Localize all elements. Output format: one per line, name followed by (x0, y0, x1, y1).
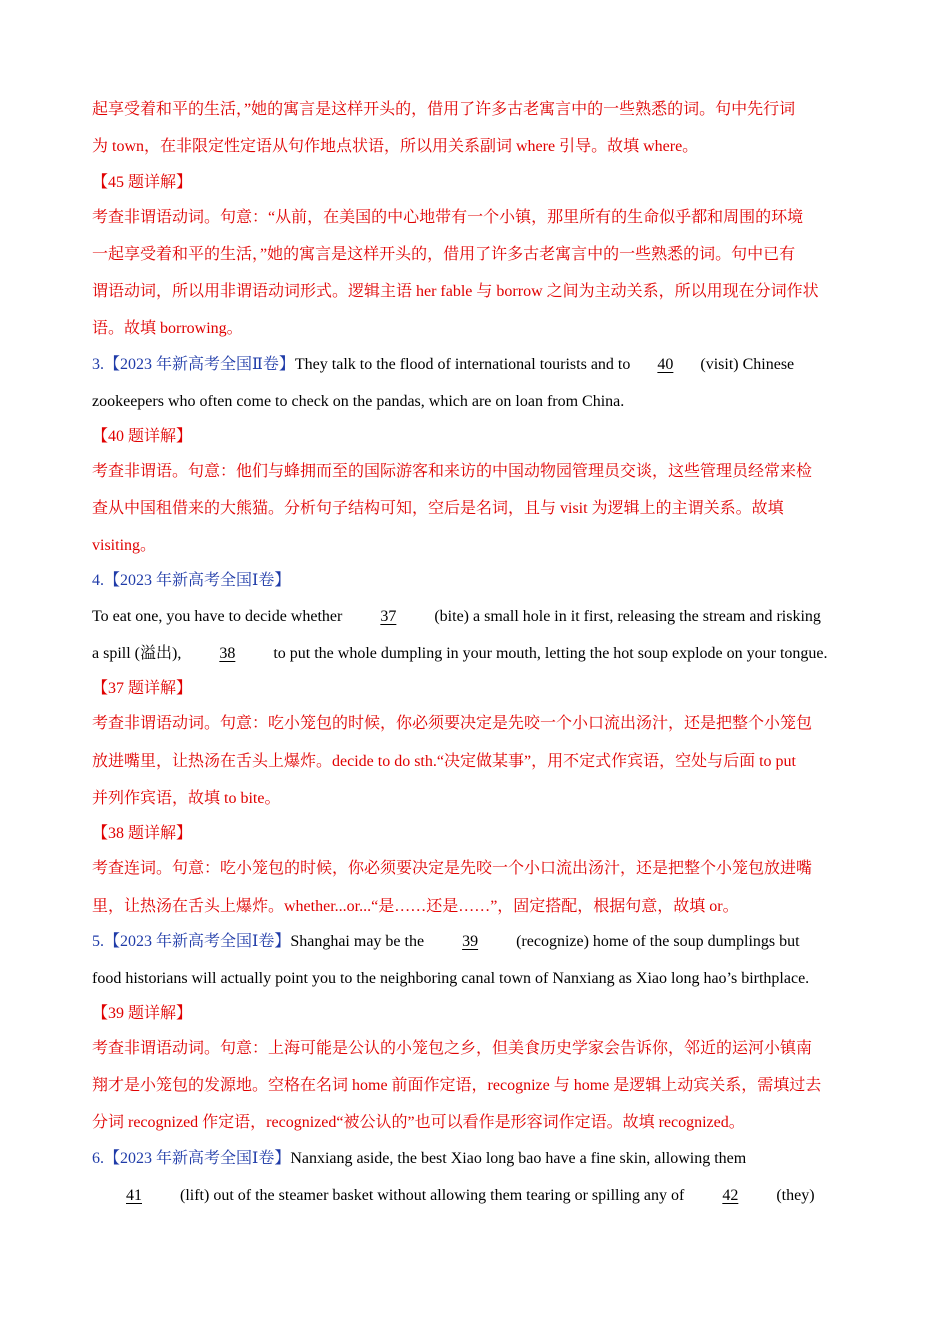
section-heading-45: 【45 题详解】 (92, 174, 193, 191)
question-6-cont (92, 1186, 815, 1206)
question-3 (92, 355, 794, 375)
question-text: a spill (溢出), (92, 645, 186, 662)
explanation-line: 考查非谓语动词。句意：上海可能是公认的小笼包之乡，但美食历史学家会告诉你，邻近的运河小镇南 (92, 1040, 813, 1057)
explanation-line: 里，让热汤在舌头上爆炸。whether...or...“是……还是……”，固定搭配，根据句意，故填 or。 (92, 898, 739, 915)
question-4-cont (92, 644, 828, 664)
answer-blank: 37 (380, 608, 397, 625)
question-text: to put the whole dumpling in your mouth, letting the hot soup explode on your tongue. (269, 645, 828, 662)
question-text: (lift) out of the steamer basket without allowing them tearing or spilling any of (176, 1187, 689, 1204)
answer-blank: 42 (722, 1187, 739, 1204)
explanation-line: 翔才是小笼包的发源地。空格在名词 home 前面作定语，recognize 与 home 是逻辑上动宾关系，需填过去 (92, 1077, 822, 1094)
explanation-line: 考查连词。句意：吃小笼包的时候，你必须要决定是先咬一个小口流出汤汁，还是把整个小笼包放进嘴 (92, 860, 813, 877)
explanation-line: 分词 recognized 作定语，recognized“被公认的”也可以看作是形容词作定语。故填 recognized。 (92, 1114, 745, 1131)
question-number: 6. (92, 1150, 104, 1167)
explanation-line: 考查非谓语。句意：他们与蜂拥而至的国际游客和来访的中国动物园管理员交谈，这些管理员经常来检 (92, 463, 813, 480)
section-heading-39: 【39 题详解】 (92, 1005, 193, 1022)
explanation-line: 放进嘴里，让热汤在舌头上爆炸。decide to do sth.“决定做某事”，用不定式作宾语，空处与后面 to put (92, 753, 796, 770)
question-text: (bite) a small hole in it first, releasing the stream and risking (430, 608, 821, 625)
explanation-line: 起享受着和平的生活，”她的寓言是这样开头的，借用了许多古老寓言中的一些熟悉的词。句中先行词 (92, 101, 796, 118)
question-text: zookeepers who often come to check on the pandas, which are on loan from China. (92, 393, 625, 410)
exam-source-tag: 【2023 年新高考全国Ⅰ卷】 (104, 572, 291, 589)
explanation-line: 查从中国租借来的大熊猫。分析句子结构可知，空后是名词，且与 visit 为逻辑上的主谓关系。故填 (92, 500, 784, 517)
question-4 (92, 607, 821, 627)
section-heading-37: 【37 题详解】 (92, 680, 193, 697)
explanation-line: visiting。 (92, 537, 157, 554)
question-text: (recognize) home of the soup dumplings but (512, 933, 800, 950)
explanation-line: 为 town，在非限定性定语从句作地点状语，所以用关系副词 where 引导。故填 where。 (92, 138, 699, 155)
section-heading-40: 【40 题详解】 (92, 428, 193, 445)
question-text: food historians will actually point you to the neighboring canal town of Nanxiang as Xiao long hao’s birthplace. (92, 970, 810, 987)
answer-blank: 39 (462, 933, 479, 950)
question-number: 5. (92, 933, 104, 950)
explanation-line: 并列作宾语，故填 to bite。 (92, 790, 281, 807)
answer-blank: 38 (219, 645, 236, 662)
explanation-line: 考查非谓语动词。句意：“从前，在美国的中心地带有一个小镇，那里所有的生命似乎都和周围的环境 (92, 209, 804, 226)
exam-source-tag: 【2023 年新高考全国Ⅰ卷】 (104, 933, 291, 950)
question-4-header (92, 571, 290, 591)
question-number: 4. (92, 572, 104, 589)
explanation-line: 语。故填 borrowing。 (92, 320, 243, 337)
answer-blank: 40 (657, 356, 674, 373)
question-text: Nanxiang aside, the best Xiao long bao have a fine skin, allowing them (290, 1150, 747, 1167)
question-text: (visit) Chinese (696, 356, 795, 373)
question-5 (92, 932, 800, 952)
section-heading-38: 【38 题详解】 (92, 825, 193, 842)
question-number: 3. (92, 356, 104, 373)
exam-source-tag: 【2023 年新高考全国Ⅱ卷】 (104, 356, 295, 373)
question-text: (they) (772, 1187, 815, 1204)
question-text: Shanghai may be the (290, 933, 429, 950)
explanation-line: 谓语动词，所以用非谓语动词形式。逻辑主语 her fable 与 borrow 之间为主动关系，所以用现在分词作状 (92, 283, 819, 300)
exam-source-tag: 【2023 年新高考全国Ⅰ卷】 (104, 1150, 291, 1167)
explanation-line: 一起享受着和平的生活，”她的寓言是这样开头的，借用了许多古老寓言中的一些熟悉的词。句中已有 (92, 246, 796, 263)
question-text: To eat one, you have to decide whether (92, 608, 347, 625)
question-text: They talk to the flood of international tourists and to (294, 356, 635, 373)
explanation-line: 考查非谓语动词。句意：吃小笼包的时候，你必须要决定是先咬一个小口流出汤汁，还是把整个小笼包 (92, 715, 813, 732)
question-6 (92, 1149, 746, 1169)
answer-blank: 41 (126, 1187, 142, 1204)
